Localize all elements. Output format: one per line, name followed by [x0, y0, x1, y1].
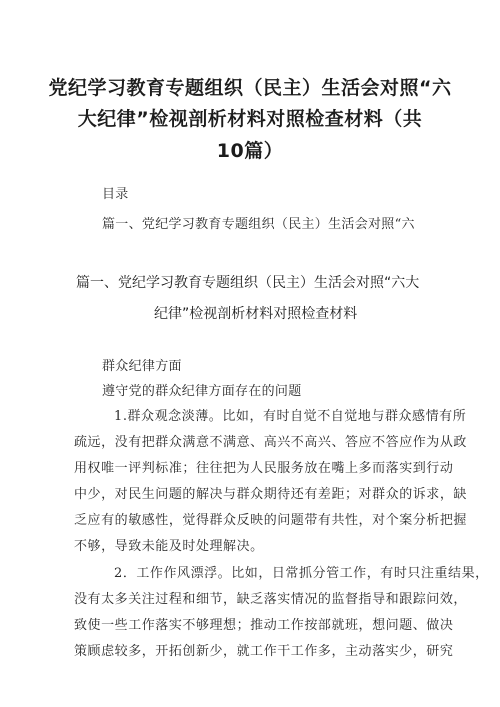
document-title-line-1: 党纪学习教育专题组织（民主）生活会对照“六: [48, 77, 452, 99]
body-line: 乏应有的敏感性，觉得群众反映的问题带有共性，对个案分析把握: [74, 513, 467, 528]
body-line: 策顾虑较多，开拓创新少，就工作干工作多，主动落实少，研究: [74, 644, 454, 659]
body-line: 致使一些工作落实不够理想；推动工作按部就班，想问题、做决: [74, 618, 454, 633]
subheading-discipline: 群众纪律方面: [102, 359, 182, 374]
body-line: 1.群众观念淡薄。比如，有时自觉不自觉地与群众感情有所: [114, 409, 467, 424]
subheading-problems: 遵守党的群众纪律方面存在的问题: [102, 384, 302, 399]
toc-label: 目录: [102, 187, 129, 202]
document-title-line-3: 10篇）: [216, 140, 284, 162]
body-line: 不够，导致未能及时处理解决。: [74, 539, 264, 554]
document-title-line-2: 大纪律”检视剖析材料对照检查材料（共: [77, 108, 423, 130]
body-line: 没有太多关注过程和细节，缺乏落实情况的监督指导和跟踪问效，: [74, 592, 467, 607]
body-line: 疏远，没有把群众满意不满意、高兴不高兴、答应不答应作为从政: [74, 435, 467, 450]
section-heading-line-1: 篇一、党纪学习教育专题组织（民主）生活会对照“六大: [76, 275, 420, 291]
body-line: 中少，对民生问题的解决与群众期待还有差距；对群众的诉求，缺: [74, 487, 467, 502]
body-line: 用权唯一评判标准；往往把为人民服务放在嘴上多而落实到行动: [74, 461, 454, 476]
body-line: 2．工作作风漂浮。比如，日常抓分管工作，有时只注重结果，: [114, 566, 489, 581]
toc-item-1[interactable]: 篇一、党纪学习教育专题组织（民主）生活会对照“六: [102, 217, 415, 232]
section-heading-line-2: 纪律”检视剖析材料对照检查材料: [154, 306, 358, 322]
